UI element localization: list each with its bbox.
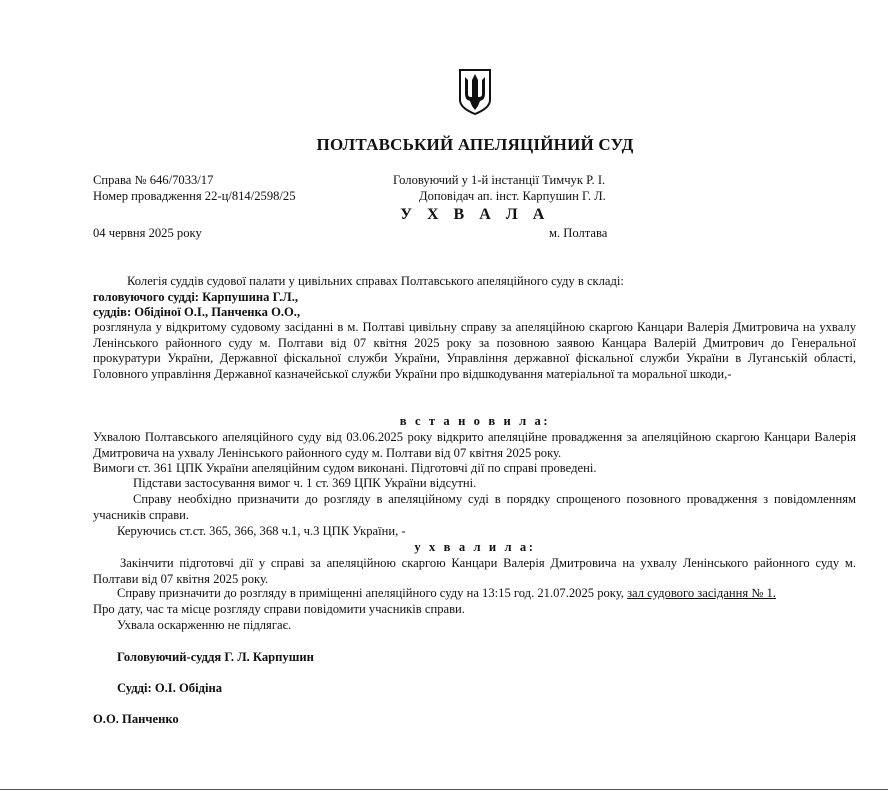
- court-hall-link[interactable]: зал судового засідання № 1.: [627, 586, 776, 600]
- panel-judges: суддів: Обідіної О.І., Панченка О.О.,: [93, 305, 301, 319]
- document-title: У Х В А Л А: [400, 206, 550, 223]
- ruled-p2-text: Справу призначити до розгляду в приміщенні апеляційного суду на 13:15 год. 21.07.2025 року,: [117, 586, 624, 600]
- trident-emblem-icon: [458, 68, 492, 116]
- panel-considered: розглянула у відкритому судовому засіданні в м. Полтаві цивільну справу за апеляційною скаргою Канцари Валерія Дмитровича на ухвалу Ленінського районного суду м. Полтави від 07 квітня 2025 року за позовною заявою Канцара Валерій Дмитрович до Генеральної прокуратури України, Державної фіскальної служби України, Управління державної фіскальної служби України в Луганській області, Головного управління Державної казначейської служби України про відшкодування матеріальної та моральної шкоди,-: [93, 320, 856, 381]
- established-heading: в с т а н о в и л а:: [399, 414, 551, 428]
- ruled-p4: Ухвала оскарженню не підлягає.: [117, 618, 292, 632]
- rapporteur-judge: Доповідач ап. інст. Карпушин Г. Л.: [419, 189, 606, 203]
- ruled-p2: [117, 586, 776, 602]
- panel-presiding: головуючого судді: Карпушина Г.Л.,: [93, 290, 298, 304]
- established-p1: Ухвалою Полтавського апеляційного суду від 03.06.2025 року відкрито апеляційне провадження за апеляційною скаргою Канцари Валерія Дмитровича на ухвалу Ленінського районного суду м. Полтави від 07 квітня 2025 року.: [93, 430, 856, 460]
- page-bottom-divider: [0, 789, 888, 790]
- signature-presiding: Головуючий-суддя Г. Л. Карпушин: [117, 650, 314, 664]
- document-city: м. Полтава: [549, 226, 608, 240]
- proceeding-number: Номер провадження 22-ц/814/2598/25: [93, 189, 296, 203]
- document-date: 04 червня 2025 року: [93, 226, 202, 240]
- ruled-p3: Про дату, час та місце розгляду справи повідомити учасників справи.: [93, 602, 465, 616]
- signature-judges: Судді: О.І. Обідіна: [117, 681, 223, 695]
- established-p5: Керуючись ст.ст. 365, 366, 368 ч.1, ч.3 ЦПК України, -: [117, 524, 406, 538]
- signature-third: О.О. Панченко: [93, 712, 179, 726]
- ruled-p1: Закінчити підготовчі дії у справі за апеляційною скаргою Канцари Валерія Дмитровича на ухвалу Ленінського районного суду м. Полтави від 07 квітня 2025 року.: [93, 556, 856, 586]
- panel-intro: Колегія суддів судової палати у цивільних справах Полтавського апеляційного суду в складі:: [127, 274, 624, 288]
- court-name: ПОЛТАВСЬКИЙ АПЕЛЯЦІЙНИЙ СУД: [316, 135, 634, 154]
- case-number: Справа № 646/7033/17: [93, 173, 214, 187]
- first-instance-judge: Головуючий у 1-й інстанції Тимчук Р. І.: [393, 173, 606, 187]
- established-p2: Вимоги ст. 361 ЦПК України апеляційним судом виконані. Підготовчі дії по справі проведені.: [93, 461, 597, 475]
- ruled-heading: у х в а л и л а:: [414, 540, 536, 554]
- established-p4: Справу необхідно призначити до розгляду в апеляційному суді в порядку спрощеного позовного провадження з повідомленням учасників справи.: [93, 492, 856, 522]
- established-p3: Підстави застосування вимог ч. 1 ст. 369 ЦПК України відсутні.: [133, 476, 477, 490]
